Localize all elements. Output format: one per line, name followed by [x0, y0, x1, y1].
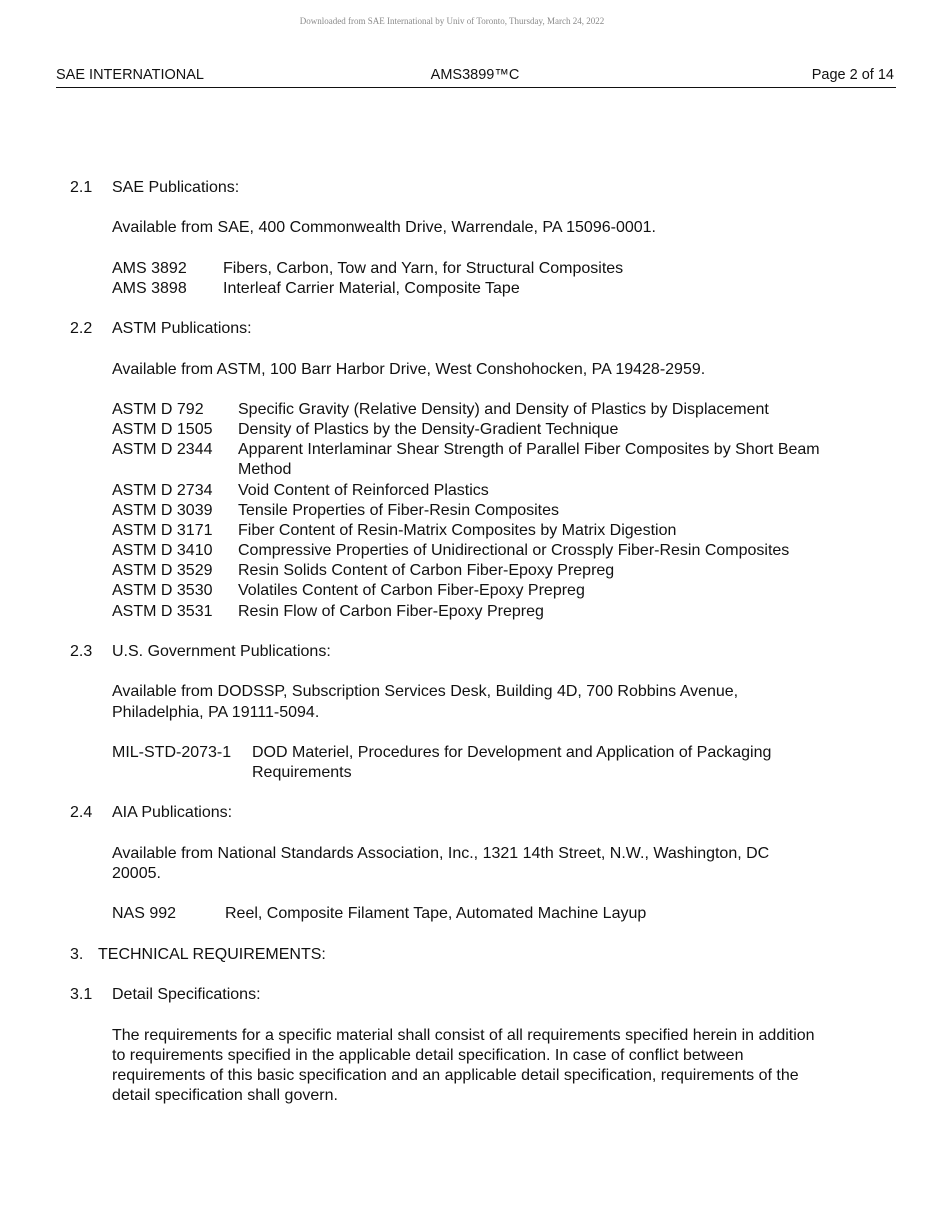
reference-title-continuation: Requirements: [252, 764, 352, 781]
availability-text: Available from DODSSP, Subscription Services Desk, Building 4D, 700 Robbins Avenue,: [112, 683, 739, 700]
availability-text: Available from ASTM, 100 Barr Harbor Drive, West Conshohocken, PA 19428-2959.: [112, 361, 706, 378]
reference-code: AMS 3892: [112, 260, 187, 277]
header-document-number: AMS3899™C: [430, 67, 520, 83]
reference-title: Fiber Content of Resin-Matrix Composites by Matrix Digestion: [238, 522, 677, 539]
reference-code: ASTM D 3171: [112, 522, 213, 539]
section-number: 2.1: [70, 179, 93, 196]
reference-title: Void Content of Reinforced Plastics: [238, 482, 489, 499]
section-heading: TECHNICAL REQUIREMENTS:: [98, 946, 326, 963]
reference-code: ASTM D 3529: [112, 562, 213, 579]
reference-code: ASTM D 3039: [112, 502, 213, 519]
reference-code: ASTM D 792: [112, 401, 204, 418]
availability-text: Available from SAE, 400 Commonwealth Drive, Warrendale, PA 15096-0001.: [112, 219, 656, 236]
reference-title: Density of Plastics by the Density-Gradient Technique: [238, 421, 619, 438]
availability-text-continuation: 20005.: [112, 865, 161, 882]
reference-code: ASTM D 2734: [112, 482, 213, 499]
reference-title: Fibers, Carbon, Tow and Yarn, for Structural Composites: [223, 260, 624, 277]
availability-text: Available from National Standards Association, Inc., 1321 14th Street, N.W., Washington, DC: [112, 845, 770, 862]
reference-code: ASTM D 1505: [112, 421, 213, 438]
reference-title: Interleaf Carrier Material, Composite Tape: [223, 280, 520, 297]
reference-title: Compressive Properties of Unidirectional or Crossply Fiber-Resin Composites: [238, 542, 790, 559]
reference-title: Resin Solids Content of Carbon Fiber-Epoxy Prepreg: [238, 562, 615, 579]
header-publisher: SAE INTERNATIONAL: [56, 67, 204, 83]
reference-title: Apparent Interlaminar Shear Strength of Parallel Fiber Composites by Short Beam: [238, 441, 820, 458]
download-watermark: Downloaded from SAE International by Univ of Toronto, Thursday, March 24, 2022: [299, 16, 605, 26]
reference-title-continuation: Method: [238, 461, 292, 478]
reference-code: ASTM D 3530: [112, 582, 213, 599]
reference-title: Reel, Composite Filament Tape, Automated Machine Layup: [225, 905, 647, 922]
reference-code: ASTM D 3410: [112, 542, 213, 559]
reference-title: Resin Flow of Carbon Fiber-Epoxy Prepreg: [238, 603, 544, 620]
reference-title: DOD Materiel, Procedures for Development and Application of Packaging: [252, 744, 772, 761]
header-page-number: Page 2 of 14: [811, 67, 894, 83]
section-number: 2.3: [70, 643, 93, 660]
reference-code: ASTM D 3531: [112, 603, 213, 620]
body-text-line: to requirements specified in the applicable detail specification. In case of conflict between: [112, 1047, 744, 1064]
section-heading: Detail Specifications:: [112, 986, 261, 1003]
body-text-line: The requirements for a specific material shall consist of all requirements specified herein in addition: [112, 1027, 815, 1044]
reference-code: NAS 992: [112, 905, 177, 922]
section-number: 3.: [70, 946, 84, 963]
reference-title: Specific Gravity (Relative Density) and Density of Plastics by Displacement: [238, 401, 769, 418]
section-heading: ASTM Publications:: [112, 320, 252, 337]
body-text-line: detail specification shall govern.: [112, 1087, 338, 1104]
section-number: 2.2: [70, 320, 93, 337]
reference-code: AMS 3898: [112, 280, 187, 297]
section-number: 3.1: [70, 986, 93, 1003]
reference-title: Volatiles Content of Carbon Fiber-Epoxy Prepreg: [238, 582, 585, 599]
availability-text-continuation: Philadelphia, PA 19111-5094.: [112, 704, 320, 721]
section-number: 2.4: [70, 804, 93, 821]
section-heading: AIA Publications:: [112, 804, 233, 821]
reference-code: MIL-STD-2073-1: [112, 744, 232, 761]
body-text-line: requirements of this basic specification and an applicable detail specification, requirements of the: [112, 1067, 799, 1084]
header-divider: [56, 87, 896, 88]
section-heading: SAE Publications:: [112, 179, 240, 196]
reference-title: Tensile Properties of Fiber-Resin Composites: [238, 502, 560, 519]
reference-code: ASTM D 2344: [112, 441, 213, 458]
section-heading: U.S. Government Publications:: [112, 643, 331, 660]
